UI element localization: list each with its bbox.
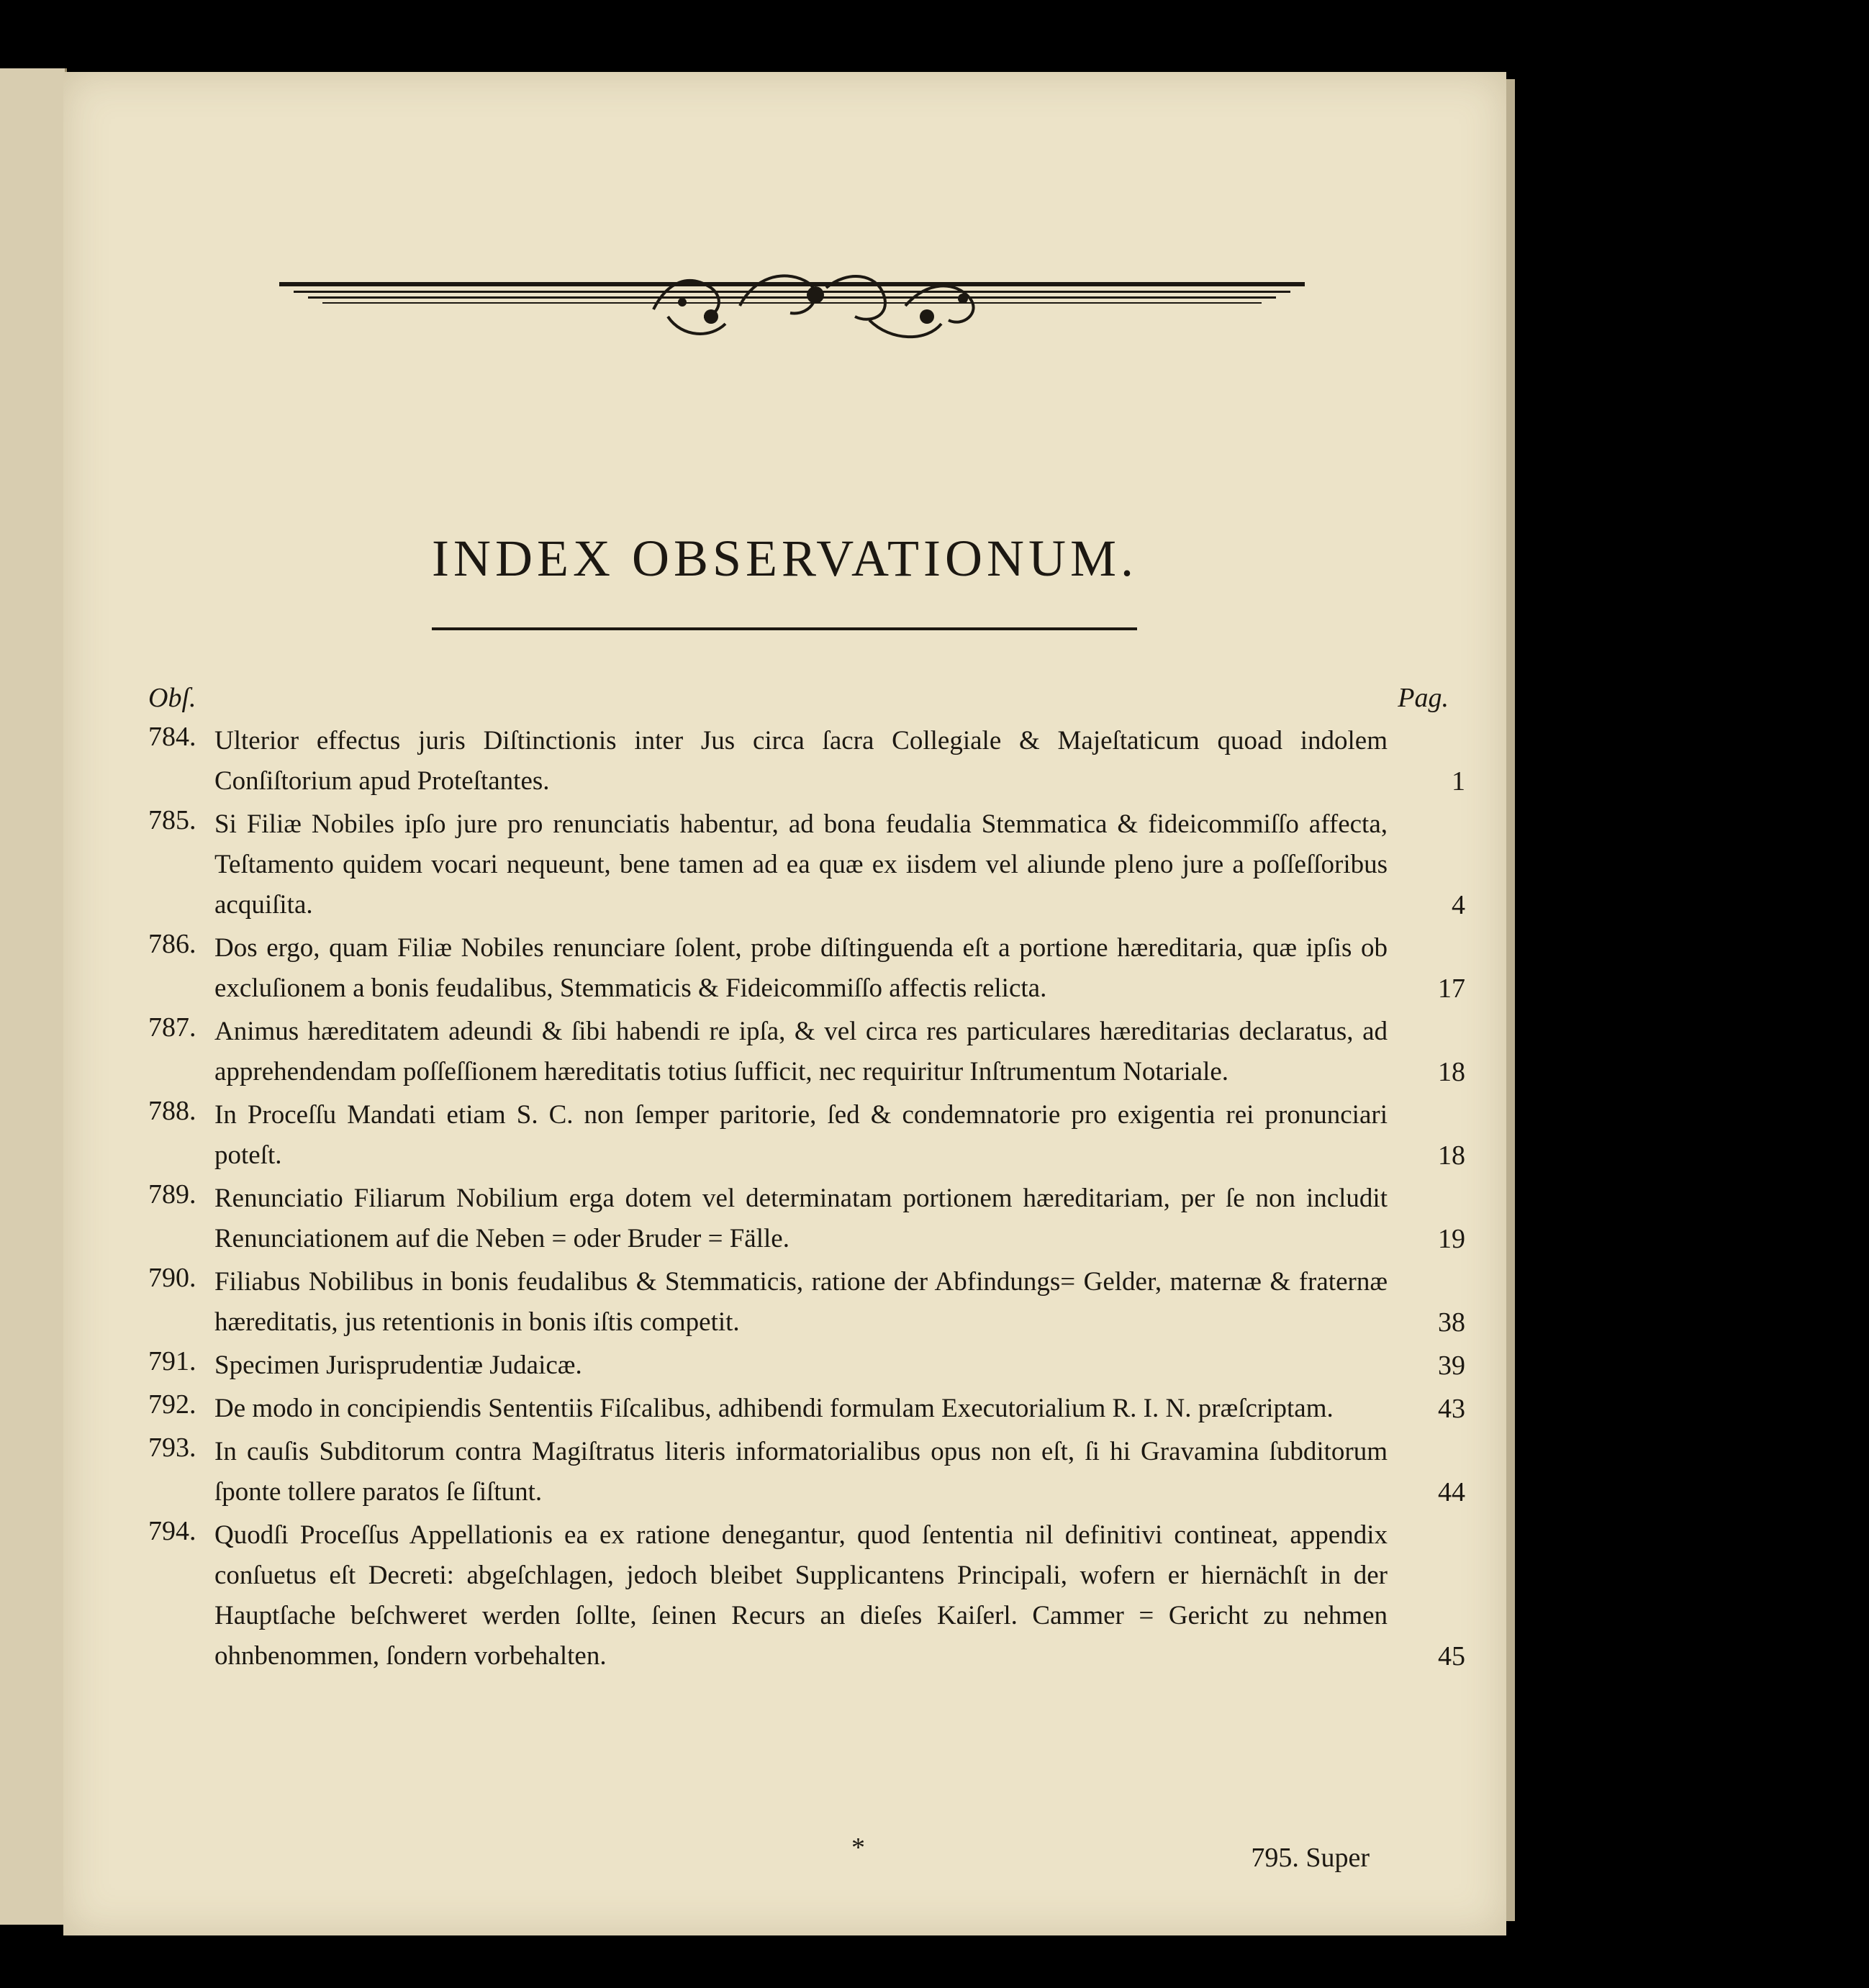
title-divider bbox=[432, 627, 1137, 630]
entry-number: 792. bbox=[148, 1389, 196, 1420]
index-entry-791 bbox=[148, 1345, 1465, 1386]
entry-text: In Proceſſu Mandati etiam S. C. non ſemper paritorie, ſed & condemnatorie pro exigentia rei pronunciari poteſt. bbox=[214, 1100, 1388, 1170]
column-header-obs: Obſ. bbox=[148, 683, 196, 713]
entry-page: 19 bbox=[1438, 1224, 1465, 1254]
entry-page: 45 bbox=[1438, 1641, 1465, 1671]
entry-page: 18 bbox=[1438, 1057, 1465, 1087]
entry-page: 1 bbox=[1452, 766, 1465, 796]
entry-page: 44 bbox=[1438, 1477, 1465, 1507]
entry-text: Animus hæreditatem adeundi & ſibi habendi re ipſa, & vel circa res particulares hæreditarias declaratus, ad apprehendendam poſſeſſionem hæreditatis totius ſufficit, nec requiritur Inſtrumentum Notariale. bbox=[214, 1017, 1388, 1086]
left-page-edge bbox=[0, 68, 67, 1925]
catchword: 795. Super bbox=[1251, 1843, 1370, 1873]
entry-text: Dos ergo, quam Filiæ Nobiles renunciare ſolent, probe diſtinguenda eſt a portione hæreditaria, quæ ipſis ob excluſionem a bonis feudalibus, Stemmaticis & Fideicommiſſo affectis relicta. bbox=[214, 933, 1388, 1003]
index-entry-785 bbox=[148, 804, 1465, 925]
entry-number: 788. bbox=[148, 1096, 196, 1126]
column-header-pag: Pag. bbox=[1398, 683, 1449, 713]
index-entry-784 bbox=[148, 721, 1465, 802]
index-entry-794 bbox=[148, 1515, 1465, 1676]
index-entry-790 bbox=[148, 1262, 1465, 1343]
entry-page: 4 bbox=[1452, 890, 1465, 920]
entry-page: 38 bbox=[1438, 1307, 1465, 1338]
page-title: INDEX OBSERVATIONUM. bbox=[432, 530, 1138, 587]
entry-text: Filiabus Nobilibus in bonis feudalibus & Stemmaticis, ratione der Abfindungs= Gelder, maternæ & fraternæ hæreditatis, jus retentionis in bonis iſtis competit. bbox=[214, 1267, 1388, 1337]
index-entry-787 bbox=[148, 1012, 1465, 1092]
entry-text: Quodſi Proceſſus Appellationis ea ex ratione denegantur, quod ſententia nil definitivi contineat, appendix conſuetus eſt Decreti: abgeſchlagen, jedoch bleibet Supplicantens Principali, wofern er hiernächſt in der Hauptſache beſchweret werden ſollte, ſeinen Recurs an dieſes Kaiſerl. Cammer = Gericht zu nehmen ohnbenommen, ſondern vorbehalten. bbox=[214, 1520, 1388, 1671]
entry-number: 786. bbox=[148, 929, 196, 959]
index-entry-788 bbox=[148, 1095, 1465, 1176]
entry-page: 18 bbox=[1438, 1140, 1465, 1171]
entry-text: Renunciatio Filiarum Nobilium erga dotem vel determinatam portionem hæreditariam, per ſe non includit Renunciationem auf die Neben = oder Bruder = Fälle. bbox=[214, 1184, 1388, 1253]
index-entry-793 bbox=[148, 1432, 1465, 1512]
entry-text: De modo in concipiendis Sententiis Fiſcalibus, adhibendi formulam Executorialium R. I. N. præſcriptam. bbox=[214, 1394, 1334, 1423]
entry-text: Si Filiæ Nobiles ipſo jure pro renunciatis habentur, ad bona feudalia Stemmatica & fideicommiſſo affecta, Teſtamento quidem vocari nequeunt, bene tamen ad ea quæ ex iisdem vel aliunde pleno jure a poſſeſſoribus acquiſita. bbox=[214, 809, 1388, 920]
entry-page: 17 bbox=[1438, 973, 1465, 1004]
book-page bbox=[63, 72, 1506, 1935]
index-entry-786 bbox=[148, 928, 1465, 1009]
entry-number: 787. bbox=[148, 1012, 196, 1043]
entry-number: 785. bbox=[148, 805, 196, 835]
entry-text: In cauſis Subditorum contra Magiſtratus literis informatorialibus opus non eſt, ſi hi Gravamina ſubditorum ſponte tollere paratos ſe ſiſtunt. bbox=[214, 1437, 1388, 1507]
footer-asterisk: * bbox=[851, 1833, 865, 1863]
page-fore-edge bbox=[1506, 79, 1515, 1921]
entry-number: 791. bbox=[148, 1346, 196, 1376]
entry-number: 790. bbox=[148, 1263, 196, 1293]
decorative-ornament-icon bbox=[279, 266, 1305, 345]
entry-number: 793. bbox=[148, 1433, 196, 1463]
entry-page: 39 bbox=[1438, 1351, 1465, 1381]
entry-page: 43 bbox=[1438, 1394, 1465, 1424]
entry-number: 784. bbox=[148, 722, 196, 752]
entry-text: Specimen Jurisprudentiæ Judaicæ. bbox=[214, 1351, 582, 1380]
entry-number: 789. bbox=[148, 1179, 196, 1209]
index-list bbox=[148, 721, 1465, 1679]
entry-text: Ulterior effectus juris Diſtinctionis inter Jus circa ſacra Collegiale & Majeſtaticum quoad indolem Conſiſtorium apud Proteſtantes. bbox=[214, 726, 1388, 796]
index-entry-792 bbox=[148, 1389, 1465, 1429]
entry-number: 794. bbox=[148, 1516, 196, 1546]
index-entry-789 bbox=[148, 1179, 1465, 1259]
